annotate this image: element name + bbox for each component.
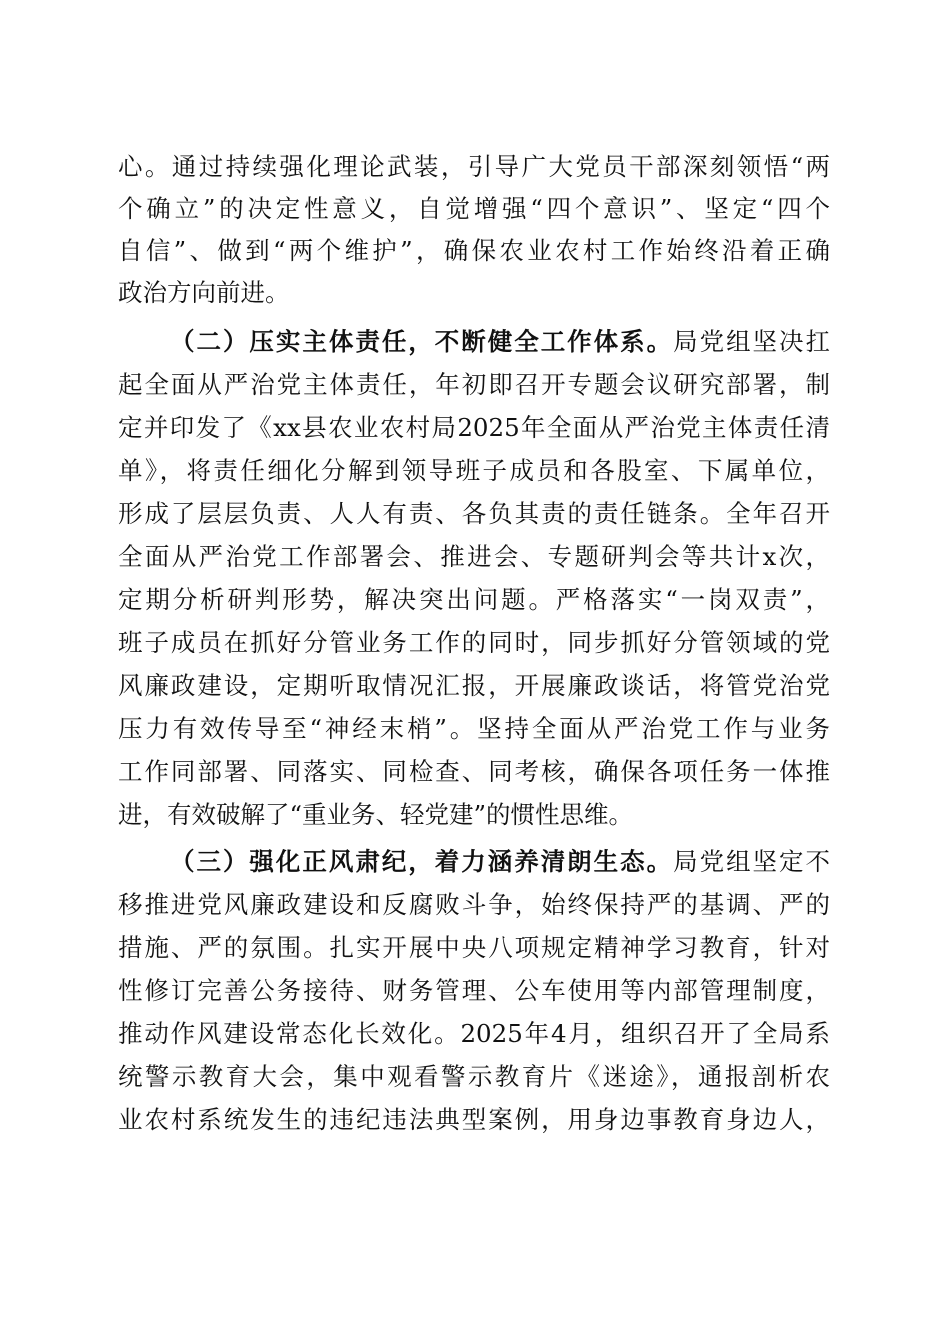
section-heading: （二）压实主体责任，不断健全工作体系。 (170, 327, 674, 356)
text-line: 心。通过持续强化理论武装，引导广大党员干部深刻领悟“两 (118, 152, 830, 181)
text-line: 班子成员在抓好分管业务工作的同时，同步抓好分管领域的党 (118, 628, 830, 657)
text-line: 单》，将责任细化分解到领导班子成员和各股室、下属单位， (118, 456, 830, 485)
text-line: 措施、严的氛围。扎实开展中央八项规定精神学习教育，针对 (118, 933, 830, 962)
text-line: 全面从严治党工作部署会、推进会、专题研判会等共计x次， (118, 542, 830, 571)
text-line: 性修订完善公务接待、财务管理、公车使用等内部管理制度， (118, 976, 830, 1005)
text-line: 进，有效破解了“重业务、轻党建”的惯性思维。 (118, 800, 634, 829)
text-line: 压力有效传导至“神经末梢”。坚持全面从严治党工作与业务 (118, 714, 830, 743)
text-line: 个确立”的决定性意义，自觉增强“四个意识”、坚定“四个 (118, 194, 830, 223)
paragraph-first-line (170, 322, 830, 362)
text-line: 推动作风建设常态化长效化。2025年4月，组织召开了全局系 (118, 1019, 830, 1048)
text-line: 工作同部署、同落实、同检查、同考核，确保各项任务一体推 (118, 757, 830, 786)
text-span: 局党组坚定不 (673, 847, 831, 876)
text-line: 风廉政建设，定期听取情况汇报，开展廉政谈话，将管党治党 (118, 671, 830, 700)
text-line: 定期分析研判形势，解决突出问题。严格落实“一岗双责”， (118, 585, 830, 614)
paragraph-first-line (170, 842, 830, 882)
text-line: 移推进党风廉政建设和反腐败斗争，始终保持严的基调、严的 (118, 890, 830, 919)
text-line: 政治方向前进。 (118, 278, 290, 307)
text-line: 形成了层层负责、人人有责、各负其责的责任链条。全年召开 (118, 499, 830, 528)
text-line: 定并印发了《xx县农业农村局2025年全面从严治党主体责任清 (118, 413, 830, 442)
section-heading: （三）强化正风肃纪，着力涵养清朗生态。 (170, 847, 674, 876)
text-line: 自信”、做到“两个维护”，确保农业农村工作始终沿着正确 (118, 236, 830, 265)
text-line: 起全面从严治党主体责任，年初即召开专题会议研究部署，制 (118, 370, 830, 399)
text-line: 业农村系统发生的违纪违法典型案例，用身边事教育身边人， (118, 1105, 830, 1134)
text-line: 统警示教育大会，集中观看警示教育片《迷途》，通报剖析农 (118, 1062, 830, 1091)
text-span: 局党组坚决扛 (673, 327, 831, 356)
